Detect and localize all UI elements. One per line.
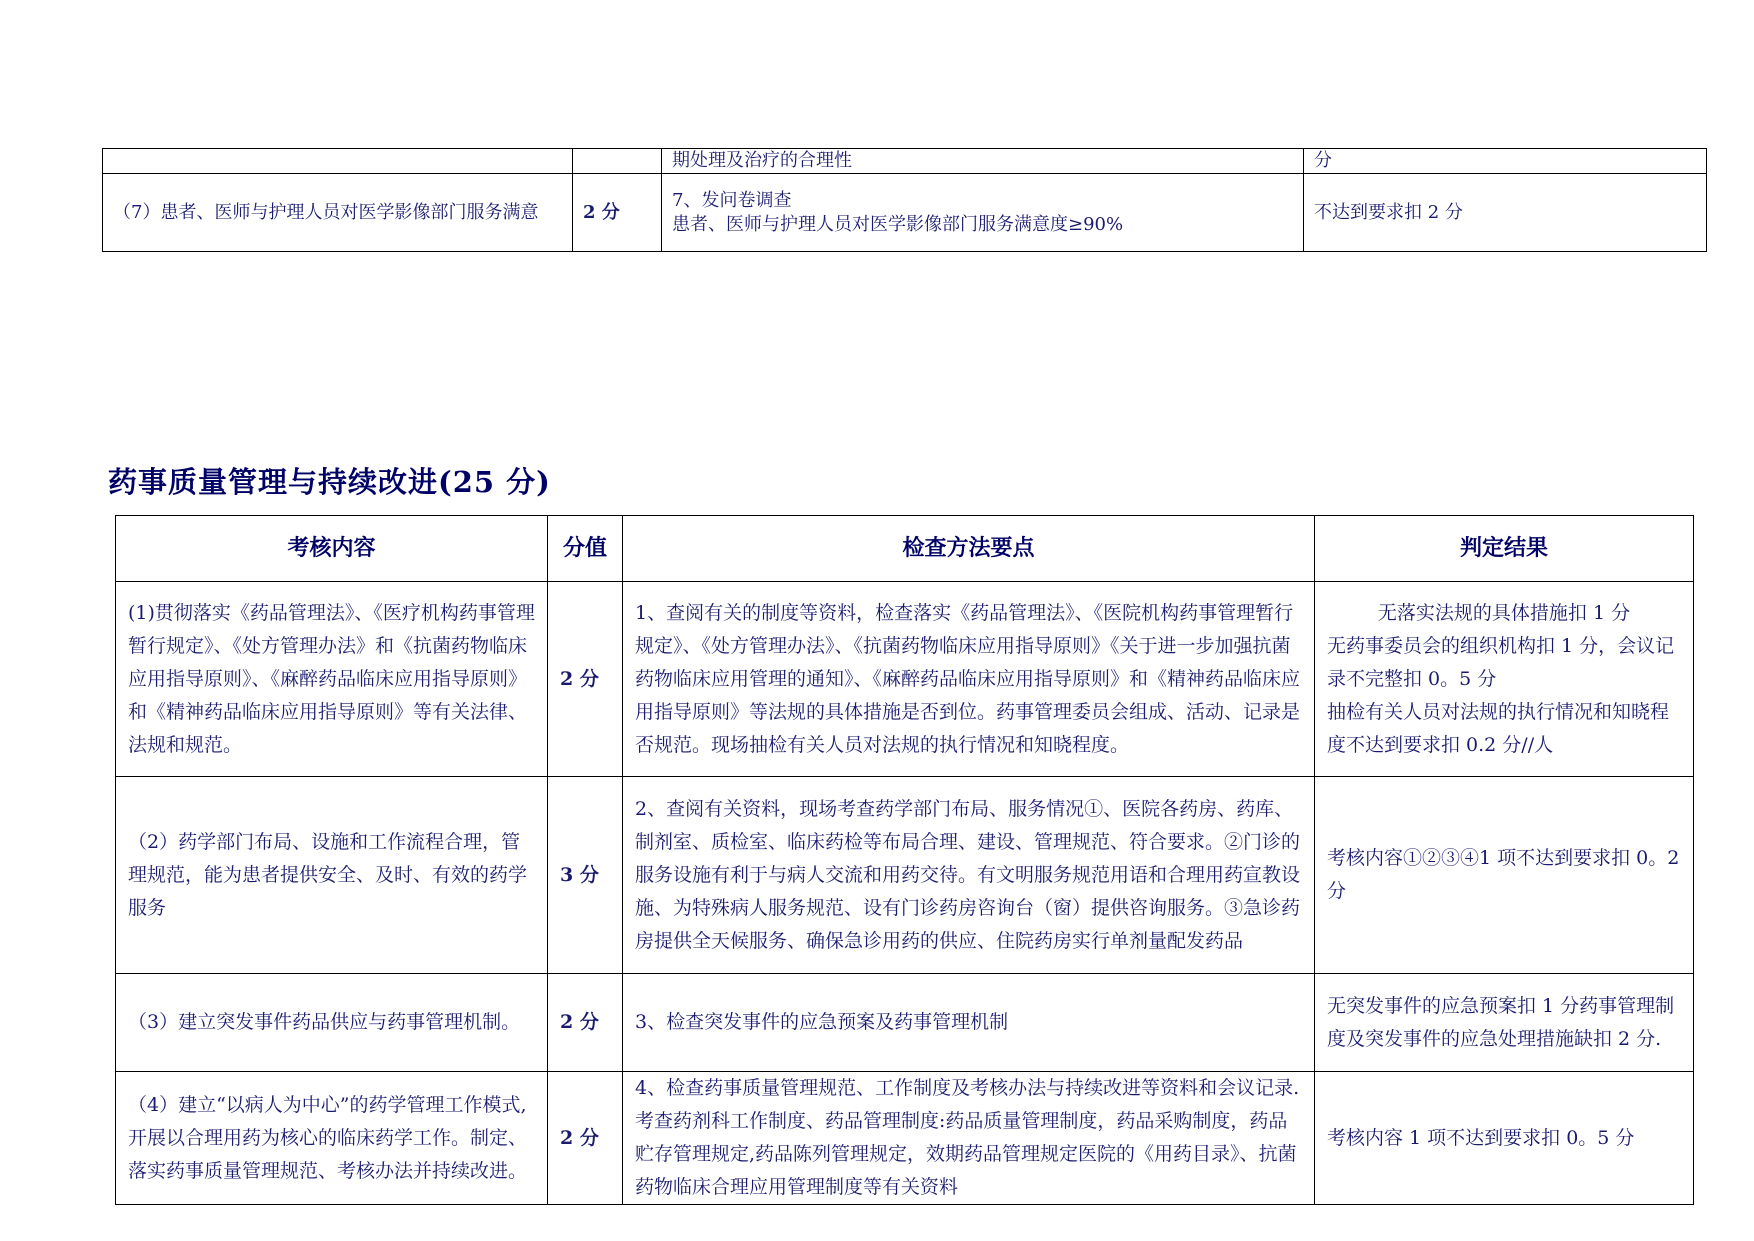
score-cell: 2 分 [548, 1072, 623, 1205]
method-cell: 期处理及治疗的合理性 [662, 149, 1304, 174]
header-score: 分值 [548, 516, 623, 582]
method-cell [662, 174, 1304, 252]
item-cell: （3）建立突发事件药品供应与药事管理机制。 [116, 974, 548, 1072]
result-cell: 考核内容①②③④1 项不达到要求扣 0。2 分 [1315, 777, 1694, 974]
pharmacy-quality-table [115, 515, 1694, 1205]
header-row [116, 516, 1694, 582]
result-cell: 考核内容 1 项不达到要求扣 0。5 分 [1315, 1072, 1694, 1205]
score-cell: 3 分 [548, 777, 623, 974]
result-cell: 不达到要求扣 2 分 [1304, 174, 1707, 252]
method-line: 7、发问卷调查 [672, 189, 792, 211]
item-cell: （7）患者、医师与护理人员对医学影像部门服务满意 [103, 174, 573, 252]
score-cell [573, 149, 662, 174]
table-row [116, 582, 1694, 777]
method-cell: 2、查阅有关资料，现场考查药学部门布局、服务情况①、医院各药房、药库、制剂室、质检室、临床药检等布局合理、建设、管理规范、符合要求。②门诊的服务设施有利于与病人交流和用药交待。有文明服务规范用语和合理用药宣教设施、为特殊病人服务规范、设有门诊药房咨询台（窗）提供咨询服务。③急诊药房提供全天候服务、确保急诊用药的供应、住院药房实行单剂量配发药品 [623, 777, 1315, 974]
item-cell: （4）建立“以病人为中心”的药学管理工作模式,开展以合理用药为核心的临床药学工作。制定、落实药事质量管理规范、考核办法并持续改进。 [116, 1072, 548, 1205]
result-cell: 无突发事件的应急预案扣 1 分药事管理制度及突发事件的应急处理措施缺扣 2 分. [1315, 974, 1694, 1072]
method-cell: 3、检查突发事件的应急预案及药事管理机制 [623, 974, 1315, 1072]
result-line: 抽检有关人员对法规的执行情况和知晓程度不达到要求扣 0.2 分//人 [1327, 700, 1670, 756]
result-line: 无落实法规的具体措施扣 1 分 [1377, 601, 1631, 624]
header-method: 检查方法要点 [623, 516, 1315, 582]
item-cell [103, 149, 573, 174]
method-cell: 1、查阅有关的制度等资料，检查落实《药品管理法》、《医院机构药事管理暂行规定》、《处方管理办法》、《抗菌药物临床应用指导原则》《关于进一步加强抗菌药物临床应用管理的通知》、《麻醉药品临床应用指导原则》和《精神药品临床应用指导原则》等法规的具体措施是否到位。药事管理委员会组成、活动、记录是否规范。现场抽检有关人员对法规的执行情况和知晓程度。 [623, 582, 1315, 777]
header-item: 考核内容 [116, 516, 548, 582]
method-cell: 4、检查药事质量管理规范、工作制度及考核办法与持续改进等资料和会议记录.考查药剂科工作制度、药品管理制度:药品质量管理制度，药品采购制度，药品贮存管理规定,药品陈列管理规定，效期药品管理规定医院的《用药目录》、抗菌药物临床合理应用管理制度等有关资料 [623, 1072, 1315, 1205]
score-cell: 2 分 [573, 174, 662, 252]
section-title: 药事质量管理与持续改进(25 分) [108, 465, 551, 499]
table-row [103, 174, 1707, 252]
top-continuation-table [102, 148, 1707, 252]
result-line: 无药事委员会的组织机构扣 1 分，会议记录不完整扣 0。5 分 [1327, 634, 1675, 690]
item-cell: (1)贯彻落实《药品管理法》、《医疗机构药事管理暂行规定》、《处方管理办法》和《抗菌药物临床应用指导原则》、《麻醉药品临床应用指导原则》和《精神药品临床应用指导原则》等有关法律、法规和规范。 [116, 582, 548, 777]
result-cell: 分 [1304, 149, 1707, 174]
header-result: 判定结果 [1315, 516, 1694, 582]
item-cell: （2）药学部门布局、设施和工作流程合理，管理规范，能为患者提供安全、及时、有效的药学服务 [116, 777, 548, 974]
method-line: 患者、医师与护理人员对医学影像部门服务满意度≥90% [672, 213, 1124, 235]
result-cell [1315, 582, 1694, 777]
score-cell: 2 分 [548, 974, 623, 1072]
table-row [116, 1072, 1694, 1205]
table-row [116, 777, 1694, 974]
table-row [103, 149, 1707, 174]
score-cell: 2 分 [548, 582, 623, 777]
table-row [116, 974, 1694, 1072]
